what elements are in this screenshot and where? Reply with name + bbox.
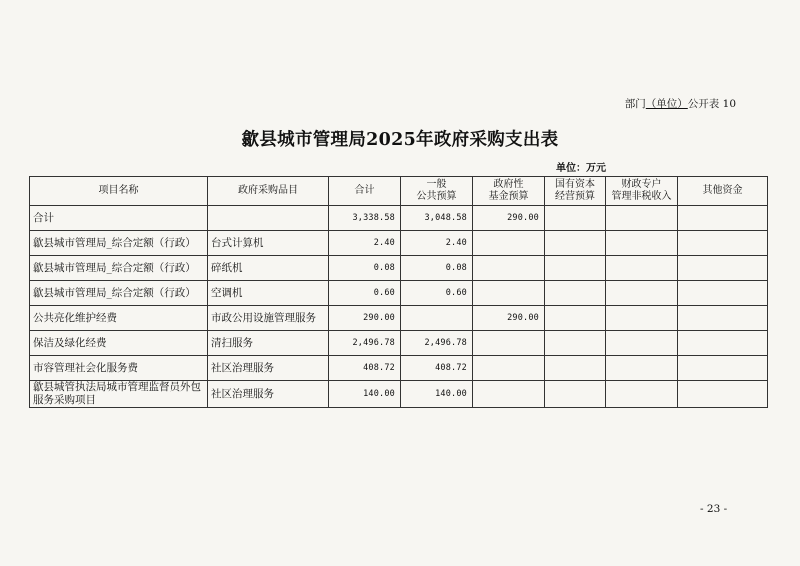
cell-total: 2,496.78: [329, 331, 401, 356]
page-title: 歙县城市管理局2025年政府采购支出表: [241, 130, 559, 150]
cell-other-funds: [678, 206, 768, 231]
cell-general-budget: 2.40: [401, 231, 473, 256]
cell-project-name: 市容管理社会化服务费: [30, 356, 208, 381]
form-number-unit: （单位）: [645, 98, 688, 110]
cell-fund-budget: [473, 331, 545, 356]
cell-project-name: 保洁及绿化经费: [30, 331, 208, 356]
cell-state-capital-budget: [545, 331, 606, 356]
column-header-other-funds: 其他资金: [678, 177, 768, 206]
cell-other-funds: [678, 381, 768, 408]
table-row: [30, 381, 768, 408]
cell-procurement-item: 社区治理服务: [208, 356, 329, 381]
cell-general-budget: 140.00: [401, 381, 473, 408]
cell-fund-budget: [473, 281, 545, 306]
table-header-row: [30, 177, 768, 206]
unit-label: 单位：万元: [556, 163, 606, 174]
cell-special-account-income: [606, 381, 678, 408]
cell-other-funds: [678, 231, 768, 256]
cell-fund-budget: [473, 381, 545, 408]
column-header-fund-budget: 政府性 基金预算: [473, 177, 545, 206]
cell-project-name: 歙县城市管理局_综合定额（行政）: [30, 256, 208, 281]
cell-state-capital-budget: [545, 231, 606, 256]
cell-state-capital-budget: [545, 281, 606, 306]
column-header-procurement-item: 政府采购品目: [208, 177, 329, 206]
cell-total: 0.08: [329, 256, 401, 281]
cell-other-funds: [678, 281, 768, 306]
table-row: [30, 331, 768, 356]
cell-special-account-income: [606, 356, 678, 381]
cell-project-name: 歙县城市管理局_综合定额（行政）: [30, 231, 208, 256]
table-row: [30, 281, 768, 306]
cell-general-budget: [401, 306, 473, 331]
table-row: [30, 231, 768, 256]
cell-procurement-item: 碎纸机: [208, 256, 329, 281]
cell-total: 140.00: [329, 381, 401, 408]
cell-special-account-income: [606, 206, 678, 231]
form-number-suffix: 公开表 10: [687, 98, 736, 110]
table-row: [30, 306, 768, 331]
cell-fund-budget: [473, 231, 545, 256]
procurement-table: [29, 176, 768, 408]
cell-state-capital-budget: [545, 206, 606, 231]
cell-special-account-income: [606, 256, 678, 281]
cell-state-capital-budget: [545, 381, 606, 408]
cell-fund-budget: 290.00: [473, 306, 545, 331]
form-number: [600, 96, 736, 111]
cell-special-account-income: [606, 231, 678, 256]
cell-procurement-item: 市政公用设施管理服务: [208, 306, 329, 331]
cell-general-budget: 3,048.58: [401, 206, 473, 231]
cell-special-account-income: [606, 306, 678, 331]
page-number: - 23 -: [700, 503, 728, 515]
cell-total: 290.00: [329, 306, 401, 331]
cell-fund-budget: [473, 356, 545, 381]
cell-total: 408.72: [329, 356, 401, 381]
table-row: [30, 206, 768, 231]
column-header-state-capital-budget: 国有资本 经营预算: [545, 177, 606, 206]
form-number-prefix: 部门: [624, 98, 646, 110]
cell-general-budget: 0.08: [401, 256, 473, 281]
cell-special-account-income: [606, 331, 678, 356]
column-header-general-budget: 一般 公共预算: [401, 177, 473, 206]
cell-fund-budget: [473, 256, 545, 281]
cell-state-capital-budget: [545, 256, 606, 281]
cell-other-funds: [678, 331, 768, 356]
cell-general-budget: 2,496.78: [401, 331, 473, 356]
cell-total: 3,338.58: [329, 206, 401, 231]
cell-other-funds: [678, 306, 768, 331]
cell-total: 0.60: [329, 281, 401, 306]
cell-procurement-item: [208, 206, 329, 231]
cell-fund-budget: 290.00: [473, 206, 545, 231]
cell-procurement-item: 清扫服务: [208, 331, 329, 356]
column-header-project-name: 项目名称: [30, 177, 208, 206]
cell-project-name: 公共亮化维护经费: [30, 306, 208, 331]
cell-project-name: 歙县城市管理局_综合定额（行政）: [30, 281, 208, 306]
cell-project-name: 歙县城管执法局城市管理监督员外包服务采购项目: [30, 381, 208, 408]
cell-other-funds: [678, 356, 768, 381]
cell-state-capital-budget: [545, 306, 606, 331]
column-header-special-account-income: 财政专户 管理非税收入: [606, 177, 678, 206]
cell-state-capital-budget: [545, 356, 606, 381]
cell-other-funds: [678, 256, 768, 281]
cell-total: 2.40: [329, 231, 401, 256]
table-row: [30, 256, 768, 281]
column-header-total: 合计: [329, 177, 401, 206]
cell-general-budget: 0.60: [401, 281, 473, 306]
cell-procurement-item: 社区治理服务: [208, 381, 329, 408]
cell-special-account-income: [606, 281, 678, 306]
cell-project-name: 合计: [30, 206, 208, 231]
cell-procurement-item: 空调机: [208, 281, 329, 306]
cell-procurement-item: 台式计算机: [208, 231, 329, 256]
cell-general-budget: 408.72: [401, 356, 473, 381]
table-row: [30, 356, 768, 381]
